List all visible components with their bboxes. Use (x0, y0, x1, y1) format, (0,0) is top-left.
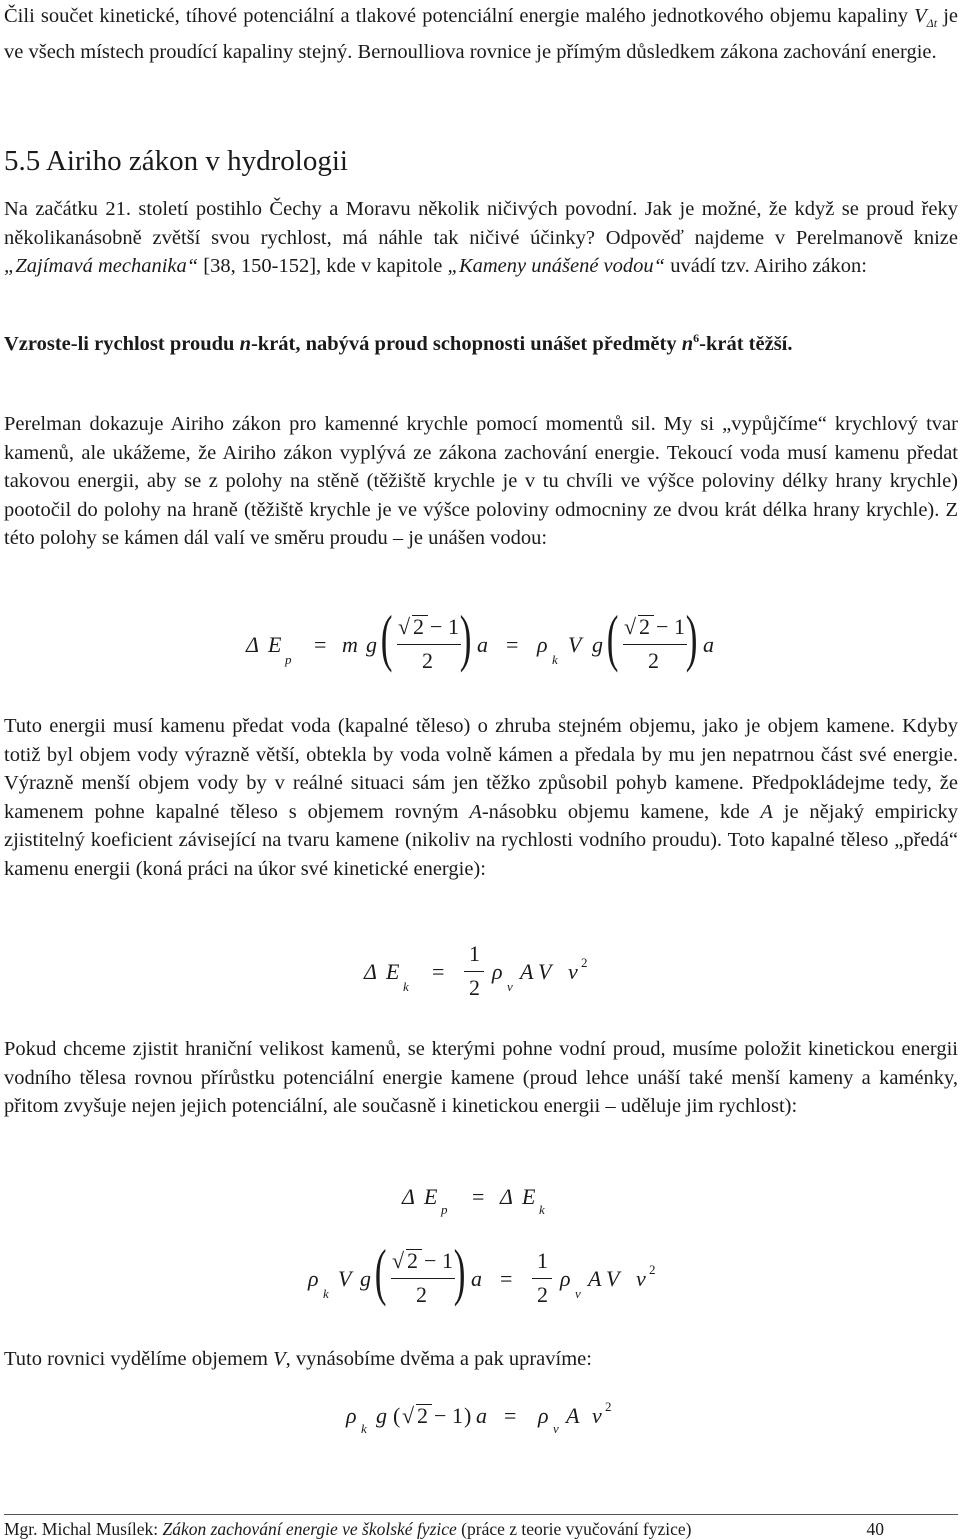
paragraph-water-body (4, 712, 958, 883)
right-paren: ) (459, 602, 472, 673)
paragraph-divide-by-volume (4, 1345, 958, 1374)
paragraph-floods (4, 195, 958, 281)
symbol-a: a (477, 632, 488, 657)
equation-simplified (0, 1395, 960, 1439)
right-paren: ) (464, 1403, 472, 1428)
footer-title: Zákon zachování energie ve školské fyzice (162, 1519, 457, 1539)
symbol-E: E (522, 1184, 536, 1209)
digit-1: 1 (442, 1248, 453, 1273)
symbol-A: A (588, 1266, 602, 1291)
equation-kinetic-energy (0, 935, 960, 1015)
symbol-a: a (476, 1403, 487, 1428)
text: Tuto rovnici vydělíme objemem (4, 1348, 274, 1370)
variable-V: V (914, 5, 927, 27)
minus-sign: − (430, 614, 443, 639)
right-paren: ) (685, 602, 698, 673)
symbol-rho: ρ (537, 632, 548, 657)
symbol-rho: ρ (560, 1266, 571, 1291)
digit-1: 1 (469, 941, 480, 966)
delta-symbol: Δ (500, 1184, 513, 1209)
symbol-g: g (366, 632, 377, 657)
section-heading: 5.5 Airiho zákon v hydrologii (4, 145, 348, 177)
equation-energy-balance (0, 1180, 960, 1220)
symbol-v: v (592, 1403, 602, 1428)
digit-2: 2 (407, 1248, 418, 1273)
symbol-E: E (386, 959, 400, 984)
text: -násobku objemu kamene, kde (481, 800, 761, 823)
minus-sign: − (656, 614, 669, 639)
equals-sign: = (500, 1266, 513, 1291)
text: -krát, nabývá proud schopnosti unášet předměty (250, 332, 682, 355)
exponent-6: 6 (693, 331, 700, 345)
subscript-delta-t: Δt (926, 16, 938, 31)
fraction-bar (391, 1278, 455, 1279)
fraction-bar (532, 1278, 552, 1279)
equals-sign: = (314, 632, 327, 657)
symbol-V: V (538, 959, 552, 984)
symbol-E: E (268, 632, 282, 657)
airy-law-statement (4, 324, 958, 358)
equals-sign: = (504, 1403, 517, 1428)
minus-sign: − (434, 1403, 447, 1428)
paragraph-perelman: Perelman dokazuje Airiho zákon pro kamenné krychle pomocí momentů sil. My si „vypůjčíme“ krychlový tvar kamenů, ale ukážeme, že Airiho zákon vyplývá ze zákona zachování energie. Tekoucí voda musí kamenu předat takovou energii, aby se z polohy na stěně (těžiště krychle je v tu chvíli ve výšce poloviny délky hrany krychle) pootočil do polohy na hraně (těžiště krychle je ve výšce poloviny odmocniny ze dvou krát délka hrany krychle). Z této polohy se kámen dál valí ve směru proudu – je unášen vodou: (4, 413, 958, 549)
symbol-rho: ρ (346, 1403, 357, 1428)
text: Čili součet kinetické, tíhové potenciální a tlakové potenciální energie malého jednotkového objemu kapaliny (4, 5, 915, 27)
digit-2: 2 (537, 1282, 548, 1307)
footer-author: Mgr. Michal Musílek: (4, 1519, 163, 1539)
sqrt-sign: √ (398, 614, 411, 639)
subscript-p: p (441, 1202, 448, 1217)
text: Tuto energii musí kamenu předat voda (kapalné těleso) o zhruba stejném objemu, jako je objem kamene. Kdyby totiž byl objem vody výrazně větší, obtekla by voda volně kámen a předala by mu jen nepatrnou část své energie. Výrazně menší objem vody by v reálné situaci sám jen těžko způsobil pohyb kamene. Předpokládejme tedy, že kamenem pohne kapalné těleso s objemem rovným (4, 715, 958, 823)
subscript-k: k (552, 652, 558, 667)
digit-2: 2 (413, 614, 424, 639)
sqrt-sign: √ (624, 614, 637, 639)
text: [38, 150-152], kde v kapitole (198, 255, 448, 277)
variable-A: A (469, 800, 482, 823)
left-paren: ( (374, 1236, 387, 1307)
subscript-k: k (323, 1286, 329, 1301)
digit-2: 2 (648, 648, 659, 673)
sqrt-sign: √ (402, 1403, 415, 1428)
paragraph-bernoulli-conclusion (4, 2, 958, 66)
digit-1: 1 (537, 1248, 548, 1273)
digit-1: 1 (448, 614, 459, 639)
variable-n: n (681, 332, 694, 355)
exponent-2: 2 (649, 1262, 656, 1277)
chapter-title: „Kameny unášené vodou“ (447, 255, 666, 277)
fraction-bar (623, 644, 687, 645)
subscript-k: k (539, 1202, 545, 1217)
symbol-a: a (703, 632, 714, 657)
text: Na začátku 21. století postihlo Čechy a Moravu několik ničivých povodní. Jak je možné, že když se proud řeky několikanásobně zvětší svou rychlost, má náhle tak ničivé účinky? Odpověď najdeme v Perelmanově knize (4, 198, 958, 249)
symbol-rho: ρ (492, 959, 503, 984)
footer-divider (4, 1514, 958, 1515)
text: , vynásobíme dvěma a pak upravíme: (285, 1348, 592, 1370)
variable-V: V (273, 1348, 286, 1370)
subscript-k: k (403, 979, 409, 994)
equals-sign: = (472, 1184, 485, 1209)
symbol-v: v (636, 1266, 646, 1291)
left-paren: ( (606, 602, 619, 673)
text: uvádí tzv. Airiho zákon: (665, 255, 867, 277)
digit-2: 2 (422, 648, 433, 673)
sqrt-sign: √ (392, 1248, 405, 1273)
subscript-k: k (361, 1421, 367, 1436)
exponent-2: 2 (605, 1399, 612, 1414)
fraction-bar (397, 644, 461, 645)
symbol-A: A (566, 1403, 580, 1428)
digit-2: 2 (639, 614, 650, 639)
variable-A: A (760, 800, 773, 823)
digit-1: 1 (452, 1403, 463, 1428)
subscript-p: p (285, 652, 292, 667)
left-paren: ( (393, 1403, 401, 1428)
symbol-rho: ρ (538, 1403, 549, 1428)
subscript-v: v (575, 1286, 581, 1301)
digit-2: 2 (416, 1282, 427, 1307)
minus-sign: − (424, 1248, 437, 1273)
subscript-v: v (553, 1421, 559, 1436)
right-paren: ) (453, 1236, 466, 1307)
text: je ve všech místech proudící kapaliny stejný. Bernoulliova rovnice je přímým důsledkem zákona zachování energie. (4, 5, 958, 63)
symbol-g: g (376, 1403, 387, 1428)
equals-sign: = (432, 959, 445, 984)
delta-symbol: Δ (364, 959, 377, 984)
exponent-2: 2 (581, 955, 588, 970)
symbol-g: g (360, 1266, 371, 1291)
text: -krát těžší. (699, 332, 793, 355)
left-paren: ( (380, 602, 393, 673)
paragraph-boundary-size: Pokud chceme zjistit hraniční velikost kamenů, se kterými pohne vodní proud, musíme položit kinetickou energii vodního tělesa rovnou přírůstku potenciální energie kamene (proud lehce unáší také menší kameny a kaménky, přitom zvyšuje nejen jejich potenciální, ale současně i kinetickou energii – uděluje jim rychlost): (4, 1038, 958, 1117)
symbol-V: V (338, 1266, 352, 1291)
footer-note: (práce z teorie vyučování fyzice) (456, 1519, 692, 1539)
symbol-m: m (342, 632, 358, 657)
symbol-V: V (606, 1266, 620, 1291)
symbol-g: g (592, 632, 603, 657)
text: je nějaký empiricky zjistitelný koeficient závisející na tvaru kamene (nikoliv na rychlosti vodního proudu). Toto kapalné těleso „předá“ kamenu energii (koná práci na úkor své kinetické energie): (4, 800, 958, 880)
fraction-bar (464, 971, 484, 972)
delta-symbol: Δ (246, 632, 259, 657)
digit-2: 2 (469, 975, 480, 1000)
variable-n: n (239, 332, 251, 355)
symbol-a: a (471, 1266, 482, 1291)
equals-sign: = (506, 632, 519, 657)
symbol-E: E (424, 1184, 438, 1209)
symbol-v: v (568, 959, 578, 984)
equation-combined (0, 1238, 960, 1318)
page-number: 40 (866, 1519, 884, 1539)
digit-1: 1 (674, 614, 685, 639)
delta-symbol: Δ (402, 1184, 415, 1209)
symbol-rho: ρ (308, 1266, 319, 1291)
subscript-v: v (507, 979, 513, 994)
text: Vzroste-li rychlost proudu (4, 332, 240, 355)
symbol-A: A (520, 959, 534, 984)
page-footer (4, 1519, 958, 1539)
digit-2: 2 (417, 1403, 428, 1428)
book-title: „Zajímavá mechanika“ (4, 255, 199, 277)
equation-potential-energy (0, 600, 960, 700)
symbol-V: V (568, 632, 582, 657)
